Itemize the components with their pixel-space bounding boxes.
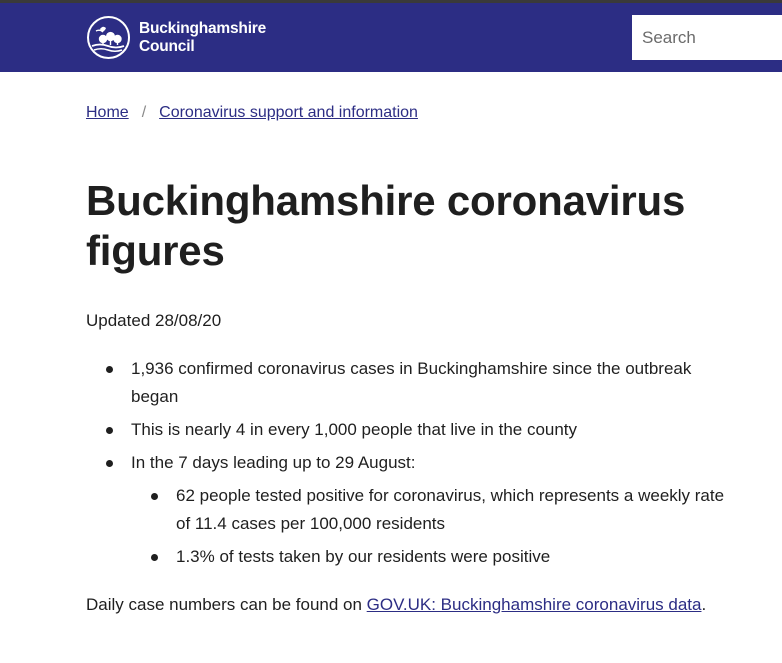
figures-list bbox=[86, 355, 736, 576]
sublist-item-positive-rate: 1.3% of tests taken by our residents were positive bbox=[131, 543, 736, 571]
breadcrumb-coronavirus-link[interactable]: Coronavirus support and information bbox=[159, 104, 418, 121]
breadcrumb bbox=[86, 104, 418, 122]
page-title: Buckinghamshire coronavirus figures bbox=[86, 177, 686, 274]
updated-date: Updated 28/08/20 bbox=[86, 311, 222, 330]
sublist-item-positive-tests: 62 people tested positive for coronavirus, which represents a weekly rate of 11.4 cases per 100,000 residents bbox=[131, 482, 736, 538]
daily-numbers-period: . bbox=[701, 595, 707, 614]
list-item-per-1000: This is nearly 4 in every 1,000 people that live in the county bbox=[86, 416, 736, 444]
daily-numbers-text: Daily case numbers can be found on bbox=[86, 595, 367, 614]
search-input[interactable] bbox=[632, 15, 782, 60]
breadcrumb-separator: / bbox=[141, 104, 147, 121]
council-logo-link[interactable] bbox=[86, 15, 266, 60]
council-logo-text bbox=[139, 20, 266, 56]
daily-numbers-paragraph bbox=[86, 591, 726, 619]
breadcrumb-home-link[interactable]: Home bbox=[86, 104, 129, 121]
logo-line-1: Buckinghamshire bbox=[139, 19, 267, 37]
govuk-data-link[interactable]: GOV.UK: Buckinghamshire coronavirus data bbox=[366, 595, 702, 614]
council-logo-icon bbox=[86, 15, 131, 60]
list-item-confirmed-cases: 1,936 confirmed coronavirus cases in Buckinghamshire since the outbreak began bbox=[86, 355, 736, 411]
seven-days-label: In the 7 days leading up to 29 August: bbox=[131, 453, 416, 472]
list-item-seven-days bbox=[86, 449, 736, 571]
seven-days-sublist bbox=[131, 482, 736, 571]
site-header bbox=[0, 3, 782, 72]
logo-line-2: Council bbox=[139, 37, 195, 55]
